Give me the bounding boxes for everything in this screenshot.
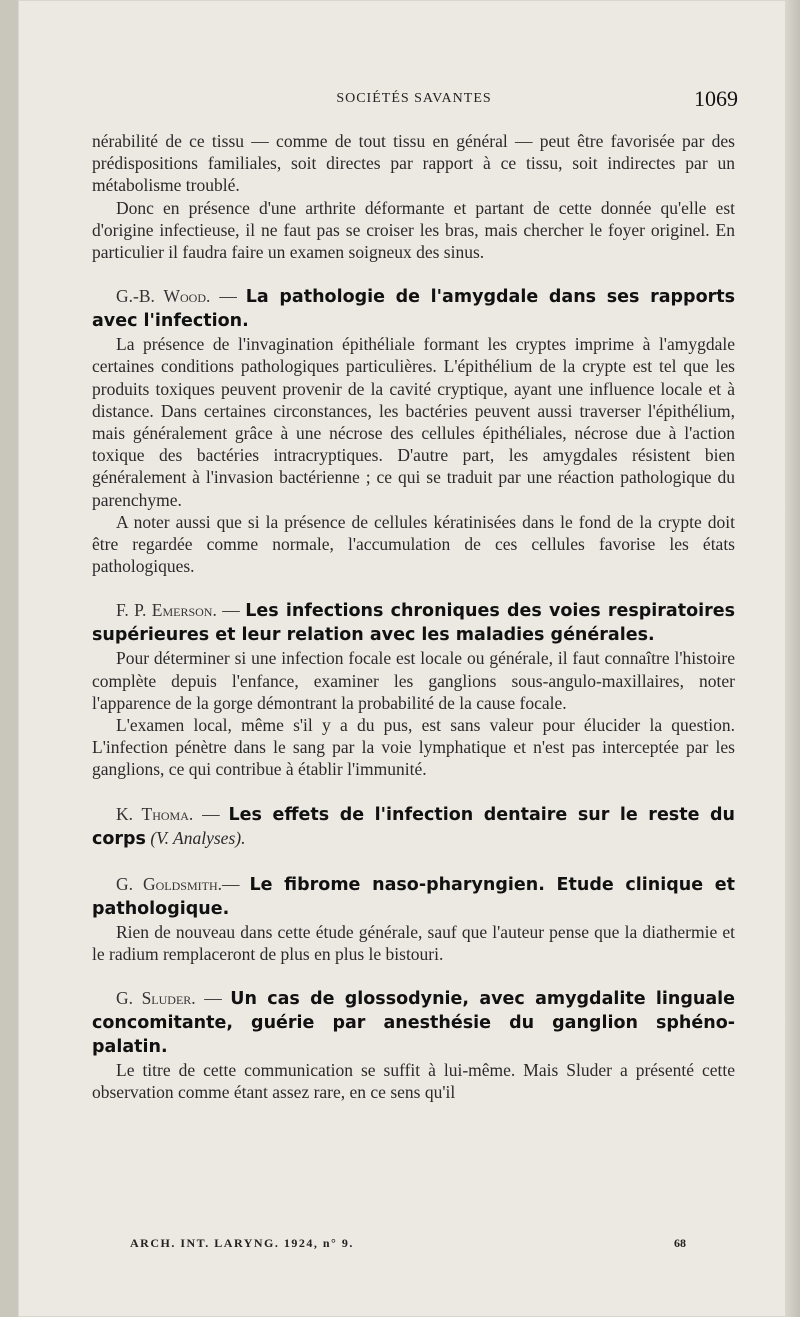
page-edge [786, 0, 800, 1317]
paragraph: Rien de nouveau dans cette étude générale, sauf que l'auteur pense que la diathermie et le radium remplaceront de plus en plus le bistouri. [92, 921, 735, 964]
article-thoma [92, 803, 735, 851]
article-author: G. Sluder. [116, 988, 196, 1009]
heading-separator: — [195, 988, 231, 1009]
page-footer [130, 1236, 686, 1256]
article-author: K. Thoma. [116, 803, 194, 824]
paragraph: nérabilité de ce tissu — comme de tout tissu en général — peut être favorisée par des prédispositions familiales, soit directes par rapport à ce tissu, soit indirectes par un métabolisme troublé. [92, 131, 735, 196]
article-title: Les infections chroniques des voies respiratoires supérieures et leur relation avec les maladies générales. [92, 601, 736, 646]
heading-separator: — [210, 286, 246, 307]
article-title: Un cas de glossodynie, avec amygdalite linguale concomitante, guérie par anesthésie du ganglion sphéno-palatin. [92, 989, 735, 1058]
heading-separator: — [216, 600, 246, 621]
article-heading [92, 987, 735, 1059]
article-reference: (V. Analyses). [145, 827, 246, 848]
paragraph: L'examen local, même s'il y a du pus, est sans valeur pour élucider la question. L'infection pénètre dans le sang par la voie lymphatique et n'est pas interceptée par les ganglions, ce qui contribue à établir l'immunité. [92, 715, 735, 780]
article-heading [92, 803, 735, 851]
page-content [92, 130, 735, 1103]
article-heading [92, 873, 735, 921]
article-emerson [92, 599, 735, 780]
article-author: F. P. Emerson. [116, 600, 217, 621]
running-title: SOCIÉTÉS SAVANTES [336, 91, 492, 106]
paragraph: Donc en présence d'une arthrite déformante et partant de cette donnée qu'elle est d'origine infectieuse, il ne faut pas se croiser les bras, mais chercher le foyer originel. En particulier il faudra faire un examen soigneux des sinus. [92, 197, 735, 263]
paragraph: Pour déterminer si une infection focale est locale ou générale, il faut connaître l'histoire complète depuis l'enfance, examiner les ganglions sous-angulo-maxillaires, noter l'apparence de la gorge démontrant la probabilité de la cause focale. [92, 648, 735, 713]
heading-separator: — [193, 803, 229, 824]
page-header [90, 86, 738, 116]
heading-separator: — [222, 873, 250, 894]
article-heading [92, 285, 735, 333]
article-author: G.-B. Wood. [116, 286, 211, 307]
journal-reference: ARCH. INT. LARYNG. 1924, n° 9. [130, 1236, 354, 1250]
page-number: 1069 [694, 86, 738, 111]
article-title: Le fibrome naso-pharyngien. Etude clinique et pathologique. [92, 874, 736, 919]
article-title: Les effets de l'infection dentaire sur le reste du corps [92, 804, 736, 849]
article-title: La pathologie de l'amygdale dans ses rapports avec l'infection. [92, 287, 736, 332]
paragraph: La présence de l'invagination épithéliale formant les cryptes imprime à l'amygdale certaines conditions pathologiques particulières. L'épithélium de la crypte est tel que les produits toxiques peuvent provenir de la cavité cryptique, ayant une influence locale et à distance. Dans certaines circonstances, les bactéries peuvent aussi traverser l'épithélium, mais généralement grâce à une nécrose des cellules épithéliales, nécrose due à l'action toxique des bactéries intracryptiques. D'autre part, les amygdales résistent bien généralement à l'invasion bactérienne ; ce qui se traduit par une réaction pathologique du parenchyme. [92, 334, 735, 510]
article-heading [92, 599, 735, 647]
paragraph: Le titre de cette communication se suffit à lui-même. Mais Sluder a présenté cette observation comme étant assez rare, en ce sens qu'il [92, 1060, 735, 1103]
article-goldsmith [92, 873, 735, 965]
paragraph: A noter aussi que si la présence de cellules kératinisées dans le fond de la crypte doit être regardée comme normale, l'accumulation de ces cellules favorise les états pathologiques. [92, 511, 735, 577]
signature-mark: 68 [674, 1236, 686, 1250]
article-wood [92, 285, 735, 577]
article-sluder [92, 987, 735, 1103]
intro-section [92, 130, 735, 263]
article-author: G. Goldsmith. [116, 873, 222, 894]
